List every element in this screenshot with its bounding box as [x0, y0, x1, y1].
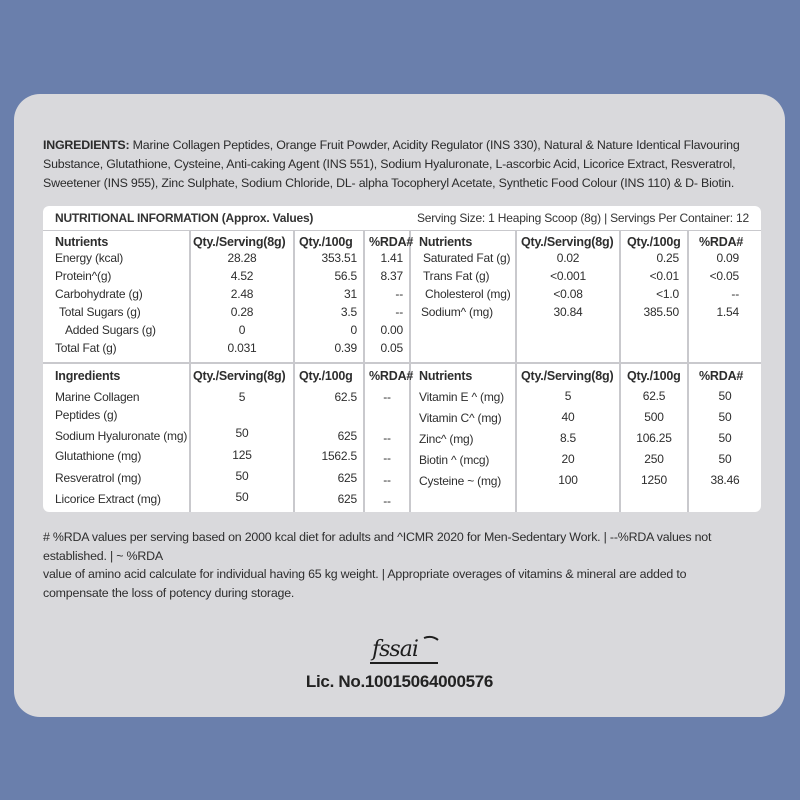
nutrient-rda: 0.05: [380, 341, 403, 355]
header-nutrients-lower-right: Nutrients: [419, 369, 473, 383]
serving-info: Serving Size: 1 Heaping Scoop (8g) | Servings Per Container: 12: [416, 211, 749, 225]
nutrient-name: Sodium^ (mg): [421, 305, 493, 319]
nutrient-serving: 30.84: [553, 305, 583, 319]
nutrient-rda: 1.54: [716, 305, 739, 319]
vitamin-serving: 100: [558, 473, 578, 487]
header-ingredients: Ingredients: [55, 369, 121, 383]
fssai-logo-swoosh: [424, 637, 438, 640]
ingredient-rda: --: [383, 390, 391, 404]
nutrient-serving: 0.02: [556, 251, 580, 265]
header-qty-serving-right: Qty./Serving(8g): [521, 235, 614, 249]
ingredient-100g: 62.5: [334, 390, 357, 404]
ingredient-name: Marine Collagen: [55, 390, 140, 404]
nutrient-name: Total Fat (g): [55, 341, 117, 355]
vitamin-serving: 40: [561, 410, 575, 424]
nutrient-serving: 28.28: [227, 251, 257, 265]
nutrient-rda: 0.00: [380, 323, 403, 337]
ingredient-serving: 5: [238, 390, 246, 404]
ingredient-name: Licorice Extract (mg): [55, 492, 161, 506]
nutrient-serving: <0.001: [550, 269, 586, 283]
vitamin-rda: 50: [718, 389, 732, 403]
header-qty-100g-left: Qty./100g: [299, 235, 353, 249]
vitamin-name: Biotin ^ (mcg): [419, 453, 490, 467]
ingredient-name: Resveratrol (mg): [55, 471, 142, 485]
ingredient-name-continued: Peptides (g): [55, 408, 118, 422]
vitamin-rda: 50: [718, 431, 732, 445]
vitamin-rda: 38.46: [710, 473, 740, 487]
ingredient-serving: 125: [232, 448, 252, 462]
header-nutrients-right: Nutrients: [419, 235, 473, 249]
vitamin-100g: 62.5: [642, 389, 666, 403]
nutrient-rda: 8.37: [380, 269, 403, 283]
header-qty-100g-right: Qty./100g: [627, 235, 681, 249]
nutrient-100g: 0: [350, 323, 357, 337]
ingredient-serving: 50: [235, 490, 249, 504]
nutrient-rda: --: [395, 287, 403, 301]
vitamin-name: Cysteine ~ (mg): [419, 474, 502, 488]
header-qty-100g-lower-left: Qty./100g: [299, 369, 353, 383]
ingredient-serving: 50: [235, 469, 249, 483]
nutrient-serving: 4.52: [230, 269, 254, 283]
nutrient-100g: <0.01: [649, 269, 679, 283]
fssai-logo-icon: [366, 632, 456, 668]
nutrient-name: Saturated Fat (g): [423, 251, 511, 265]
footnote-line: compensate the loss of potency during storage.: [43, 585, 295, 600]
header-nutrients-left: Nutrients: [55, 235, 109, 249]
footnote-line: value of amino acid calculate for individual having 65 kg weight. | Appropriate overages of vitamins & mineral are added to: [43, 567, 687, 581]
vitamin-name: Zinc^ (mg): [419, 432, 474, 446]
ingredient-100g: 625: [337, 492, 357, 506]
footnote-line: # %RDA values per serving based on 2000 kcal diet for adults and ^ICMR 2020 for Men-Sedentary Work. | --%RDA values not: [43, 530, 712, 544]
ingredients-label: INGREDIENTS:: [43, 138, 130, 152]
ingredient-100g: 625: [337, 471, 357, 485]
nutrient-100g: 56.5: [334, 269, 357, 283]
nutrient-rda: 0.09: [716, 251, 739, 265]
nutrient-serving: <0.08: [553, 287, 583, 301]
nutrition-header: [43, 206, 761, 230]
vitamin-serving: 8.5: [559, 431, 577, 445]
nutrient-rda: 1.41: [380, 251, 403, 265]
header-qty-100g-lower-right: Qty./100g: [627, 369, 681, 383]
header-rda-lower-right: %RDA#: [699, 369, 744, 383]
ingredient-serving: 50: [235, 426, 249, 440]
nutrient-name: Total Sugars (g): [59, 305, 141, 319]
nutrient-100g: 3.5: [340, 305, 357, 319]
nutrient-100g: 0.25: [656, 251, 679, 265]
license-number: Lic. No.10015064000576: [305, 672, 494, 691]
nutrition-panel: [43, 206, 761, 512]
nutrient-name: Protein^(g): [55, 269, 112, 283]
nutrient-serving: 2.48: [230, 287, 254, 301]
header-rda-lower-left: %RDA#: [369, 369, 414, 383]
vitamin-name: Vitamin C^ (mg): [419, 411, 502, 425]
nutrient-serving: 0: [238, 323, 246, 337]
ingredient-rda: --: [383, 494, 391, 508]
nutrient-name: Carbohydrate (g): [55, 287, 143, 301]
nutrition-title: NUTRITIONAL INFORMATION (Approx. Values): [55, 211, 314, 225]
ingredients-text: Marine Collagen Peptides, Orange Fruit Powder, Acidity Regulator (INS 330), Natural & Nature Identical Flavouring Substance, Glutathione, Cysteine, Anti-caking Agent (INS 551), Sodium Hyaluronate, L-ascorbic Acid, Licorice Extract, Resveratrol, Sweetener (INS 955), Zinc Sulphate, Sodium Chloride, DL- alpha Tocopheryl Acetate, Synthetic Food Colour (INS 110) & D- Biotin.: [43, 138, 740, 190]
nutrient-100g: <1.0: [656, 287, 679, 301]
nutrient-serving: 0.031: [227, 341, 257, 355]
vitamin-100g: 106.25: [636, 431, 672, 445]
nutrient-100g: 353.51: [321, 251, 357, 265]
nutrient-name: Energy (kcal): [55, 251, 124, 265]
nutrient-100g: 31: [344, 287, 357, 301]
ingredient-rda: --: [383, 473, 391, 487]
nutrient-100g: 0.39: [334, 341, 357, 355]
vitamin-name: Vitamin E ^ (mg): [419, 390, 504, 404]
label-card: [14, 94, 785, 717]
ingredient-100g: 1562.5: [321, 449, 357, 463]
nutrient-rda: --: [395, 305, 403, 319]
fssai-logo-text: fssai: [372, 637, 418, 662]
nutrient-name: Added Sugars (g): [65, 323, 156, 337]
vitamin-serving: 20: [561, 452, 575, 466]
rda-footnote: [43, 528, 763, 602]
header-rda-right: %RDA#: [699, 235, 744, 249]
nutrient-name: Cholesterol (mg): [425, 287, 511, 301]
vitamin-100g: 250: [644, 452, 664, 466]
header-qty-serving-left: Qty./Serving(8g): [193, 235, 286, 249]
vitamin-rda: 50: [718, 452, 732, 466]
nutrient-rda: --: [731, 287, 739, 301]
header-qty-serving-lower-right: Qty./Serving(8g): [521, 369, 614, 383]
ingredient-name: Glutathione (mg): [55, 449, 142, 463]
ingredient-100g: 625: [337, 429, 357, 443]
footnote-line: established. | ~ %RDA: [43, 548, 163, 563]
nutrient-name: Trans Fat (g): [423, 269, 490, 283]
vitamin-rda: 50: [718, 410, 732, 424]
ingredient-rda: --: [383, 431, 391, 445]
nutrient-rda: <0.05: [709, 269, 739, 283]
vitamin-100g: 500: [644, 410, 664, 424]
header-rda-left: %RDA#: [369, 235, 414, 249]
nutrient-serving: 0.28: [230, 305, 254, 319]
header-qty-serving-lower-left: Qty./Serving(8g): [193, 369, 286, 383]
vitamin-serving: 5: [564, 389, 572, 403]
nutrient-100g: 385.50: [643, 305, 679, 319]
ingredient-rda: --: [383, 451, 391, 465]
ingredients-paragraph: [43, 136, 763, 193]
vitamin-100g: 1250: [641, 473, 667, 487]
ingredient-name: Sodium Hyaluronate (mg): [55, 429, 188, 443]
